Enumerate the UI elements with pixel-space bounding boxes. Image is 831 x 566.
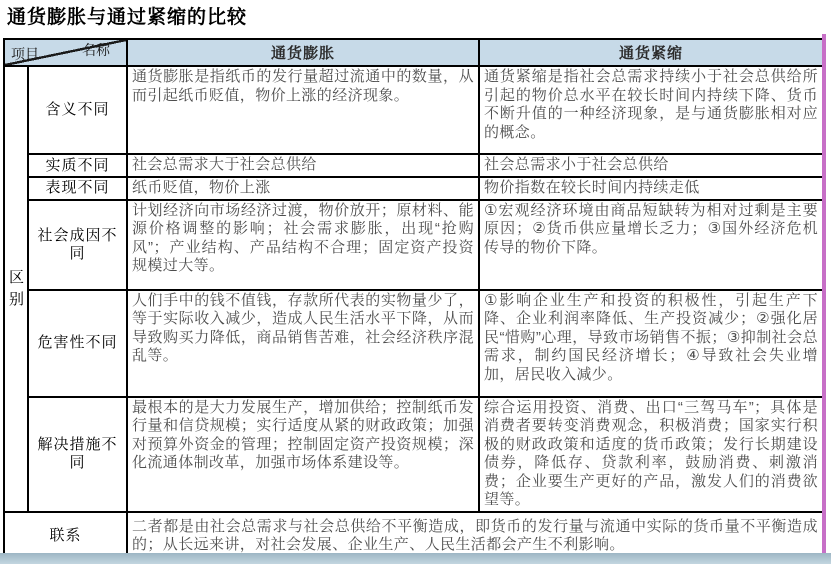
- row-label-manifestation: 表现不同: [28, 177, 127, 200]
- cell-causes-deflation: ①宏观经济环境由商品短缺转为相对过剩是主要原因；②货币供应量增长乏力；③国外经济危机传导的物价下降。: [479, 200, 823, 290]
- row-label-solutions: 解决措施不同: [28, 397, 127, 512]
- header-row: [4, 39, 823, 66]
- cell-manifestation-inflation: 纸币贬值，物价上涨: [127, 177, 479, 200]
- cell-essence-deflation: 社会总需求小于社会总供给: [479, 154, 823, 177]
- table-row-causes: [4, 200, 823, 290]
- row-label-essence: 实质不同: [28, 154, 127, 177]
- cell-causes-inflation: 计划经济向市场经济过渡，物价放开；原材料、能源价格调整的影响；社会需求膨胀，出现“抢购风”；产业结构、产品结构不合理；固定资产投资规模过大等。: [127, 200, 479, 290]
- cell-meaning-inflation: 通货膨胀是指纸币的发行量超过流通中的数量，从而引起纸币贬值，物价上涨的经济现象。: [127, 66, 479, 154]
- table-row-meaning: [4, 66, 823, 154]
- table-row-solutions: [4, 397, 823, 512]
- right-accent-line: [822, 34, 826, 560]
- cell-solutions-deflation: 综合运用投资、消费、出口“三驾马车”；具体是消费者要转变消费观念，积极消费；国家实行积极的财政政策和适度的货币政策；发行长期建设债券，降低存、贷款利率，鼓励消费、刺激消费；企业要生产更好的产品，激发人们的消费欲望等。: [479, 397, 823, 512]
- corner-cell: [4, 39, 127, 66]
- cell-harm-deflation: ①影响企业生产和投资的积极性，引起生产下降、企业利润率降低、生产投资减少；②强化居民“惜购”心理，导致市场销售不振；③抑制社会总需求，制约国民经济增长；④导致社会失业增加，居民收入减少。: [479, 290, 823, 397]
- corner-label-item: 项目: [11, 46, 39, 62]
- cell-relation: 二者都是由社会总需求与社会总供给不平衡造成，即货币的发行量与流通中实际的货币量不平衡造成的；从长远来讲，对社会发展、企业生产、人民生活都会产生不利影响。: [127, 512, 823, 561]
- cell-harm-inflation: 人们手中的钱不值钱，存款所代表的实物量少了，等于实际收入减少，造成人民生活水平下降，从而导致购买力降低，商品销售苦难，社会经济秩序混乱等。: [127, 290, 479, 397]
- column-header-inflation: 通货膨胀: [127, 39, 479, 66]
- row-label-causes: 社会成因不同: [28, 200, 127, 290]
- cell-essence-inflation: 社会总需求大于社会总供给: [127, 154, 479, 177]
- cell-solutions-inflation: 最根本的是大力发展生产，增加供给；控制纸币发行量和信贷规模；实行适度从紧的财政政策；加强对预算外资金的管理；控制固定资产投资规模；深化流通体制改革，加强市场体系建设等。: [127, 397, 479, 512]
- row-label-relation: 联系: [4, 512, 127, 561]
- group-label-difference: 区别: [4, 66, 28, 512]
- comparison-table: [3, 38, 824, 562]
- row-label-meaning: 含义不同: [28, 66, 127, 154]
- table-row-essence: [4, 154, 823, 177]
- table-row-manifestation: [4, 177, 823, 200]
- column-header-deflation: 通货紧缩: [479, 39, 823, 66]
- corner-label-name: 名称: [82, 42, 110, 58]
- cell-manifestation-deflation: 物价指数在较长时间内持续走低: [479, 177, 823, 200]
- page-title: 通货膨胀与通过紧缩的比较: [7, 7, 248, 28]
- cell-meaning-deflation: 通货紧缩是指社会总需求持续小于社会总供给所引起的物价总水平在较长时间内持续下降、货币不断升值的一种经济现象，是与通货膨胀相对应的概念。: [479, 66, 823, 154]
- bottom-strip: [0, 553, 831, 564]
- table-row-harm: [4, 290, 823, 397]
- row-label-harm: 危害性不同: [28, 290, 127, 397]
